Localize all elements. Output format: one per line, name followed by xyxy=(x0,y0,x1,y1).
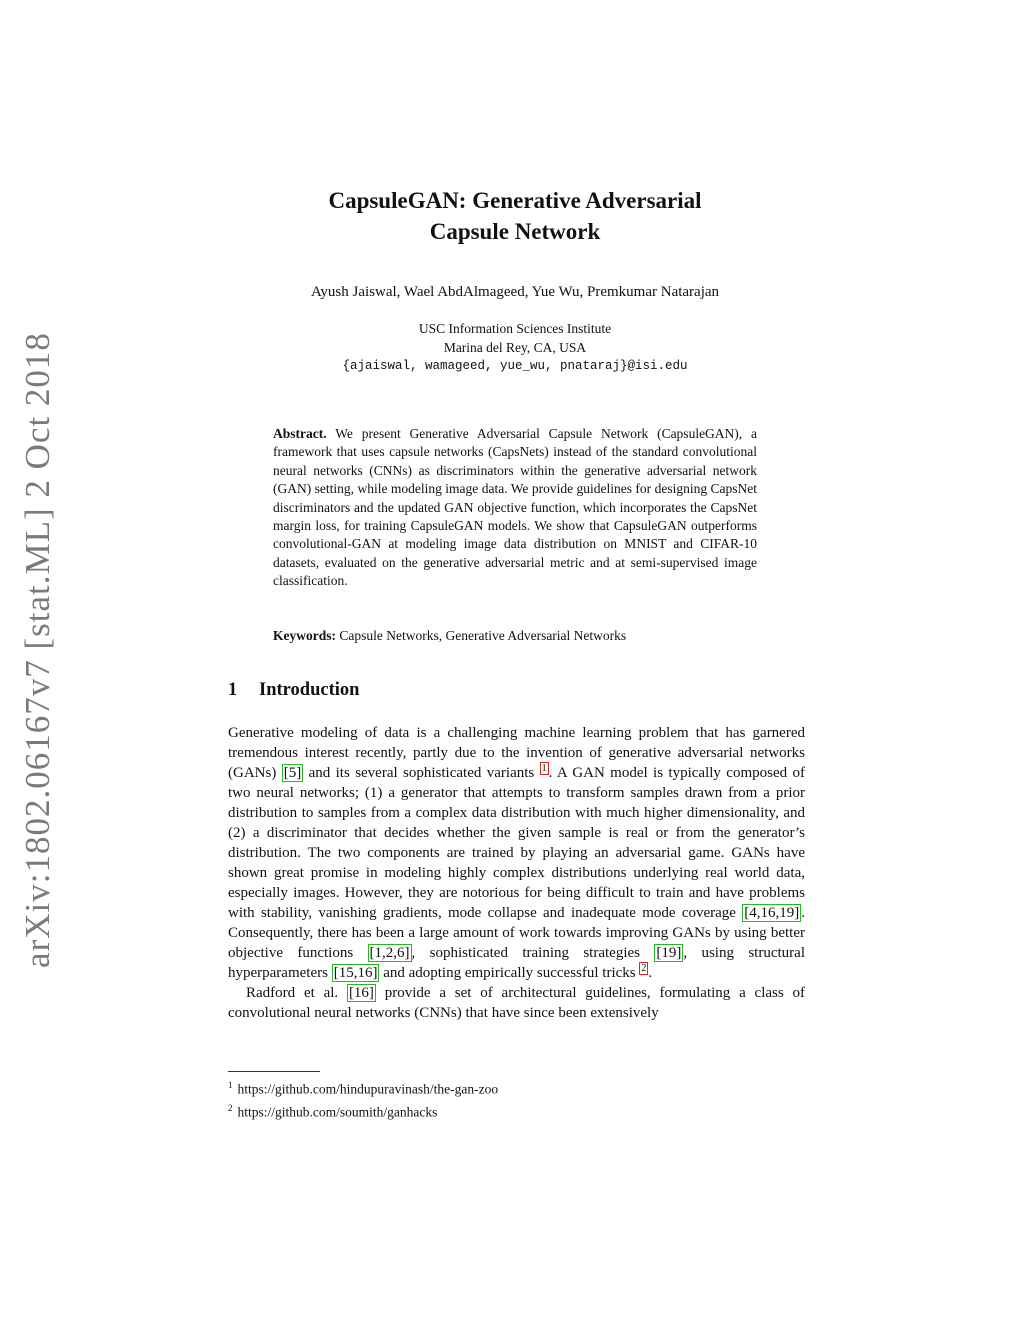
footnote-mark: 2 xyxy=(228,1102,233,1113)
footnote-rule xyxy=(228,1071,320,1072)
title-line-1: CapsuleGAN: Generative Adversarial xyxy=(328,188,702,213)
citation-link[interactable]: [15,16] xyxy=(333,965,378,981)
footnote-mark: 1 xyxy=(228,1080,233,1090)
affiliation xyxy=(200,319,830,376)
footnote-link[interactable]: 1 xyxy=(541,763,547,774)
citation-link[interactable]: [4,16,19] xyxy=(744,905,800,921)
title-line-2: Capsule Network xyxy=(429,219,601,244)
footnote-url[interactable]: https://github.com/soumith/ganhacks xyxy=(237,1104,438,1119)
section-number: 1 xyxy=(228,680,238,700)
introduction-body xyxy=(228,723,805,1023)
intro-text: . A GAN model is typically composed of two neural networks; (1) a generator that attempts to transform samples drawn from a prior distribution to samples from a complex data distribution with much higher dimensionality, and (2) a discriminator that decides whether the given sample is real or from the generator’s distribution. The two components are trained by playing an adversarial game. GANs have shown great promise in modeling highly complex distributions underlying real world data, especially images. However, they are notorious for being difficult to train and have problems with stability, vanishing gradients, mode collapse and inadequate mode coverage xyxy=(228,765,805,921)
citation-link[interactable]: [1,2,6] xyxy=(369,945,410,961)
footnote-1 xyxy=(228,1076,805,1099)
intro-text: and adopting empirically successful tricks xyxy=(379,965,640,981)
authors: Ayush Jaiswal, Wael AbdAlmageed, Yue Wu, Premkumar Natarajan xyxy=(310,284,720,300)
abstract-label: Abstract. xyxy=(273,426,327,441)
emails: {ajaiswal, wamageed, yue_wu, pnataraj}@isi.edu xyxy=(342,359,688,373)
keywords-text: Capsule Networks, Generative Adversarial Networks xyxy=(339,628,627,643)
citation-link[interactable]: [19] xyxy=(656,945,682,961)
section-title: Introduction xyxy=(259,680,360,700)
abstract xyxy=(273,425,757,591)
intro-text: Generative modeling of data is a challenging machine learning problem that has garnered tremendous interest recently, partly due to the invention of generative adversarial networks (GANs) xyxy=(228,725,805,781)
paper-title xyxy=(200,185,830,247)
footnote-2 xyxy=(228,1099,805,1122)
keywords-label: Keywords: xyxy=(273,628,336,643)
intro-text: Radford et al. xyxy=(246,985,347,1001)
arxiv-identifier: arXiv:1802.06167v7 [stat.ML] 2 Oct 2018 xyxy=(18,332,57,968)
arxiv-stamp xyxy=(16,332,60,968)
intro-text: . Consequently, there has been a large amount of work towards improving GANs by using better objective functions xyxy=(228,905,805,961)
footnote-url[interactable]: https://github.com/hindupuravinash/the-gan-zoo xyxy=(237,1081,499,1097)
footnotes xyxy=(228,1076,805,1121)
location: Marina del Rey, CA, USA xyxy=(443,340,587,355)
intro-text: and its several sophisticated variants xyxy=(303,765,540,781)
citation-link[interactable]: [16] xyxy=(348,985,374,1001)
institute: USC Information Sciences Institute xyxy=(418,321,612,336)
footnote-link[interactable]: 2 xyxy=(641,963,647,974)
intro-text: . xyxy=(648,965,653,981)
intro-text: , sophisticated training strategies xyxy=(411,945,655,961)
keywords xyxy=(273,627,757,645)
abstract-text: We present Generative Adversarial Capsule Network (CapsuleGAN), a framework that uses capsule networks (CapsNets) instead of the standard convolutional neural networks (CNNs) as discriminators within the generative adversarial network (GAN) setting, while modeling image data. We provide guidelines for designing CapsNet discriminators and the updated GAN objective function, which incorporates the CapsNet margin loss, for training CapsuleGAN models. We show that CapsuleGAN outperforms convolutional-GAN at modeling image data distribution on MNIST and CIFAR-10 datasets, evaluated on the generative adversarial metric and at semi-supervised image classification. xyxy=(273,426,758,589)
section-heading xyxy=(228,680,359,701)
intro-text: provide a set of architectural guidelines, formulating a class of convolutional neural networks (CNNs) that have since been extensively xyxy=(228,985,805,1021)
intro-paragraph-2 xyxy=(228,983,805,1023)
citation-link[interactable]: [5] xyxy=(283,765,302,781)
intro-paragraph-1 xyxy=(228,723,805,983)
intro-text: , using structural hyperparameters xyxy=(228,945,805,981)
